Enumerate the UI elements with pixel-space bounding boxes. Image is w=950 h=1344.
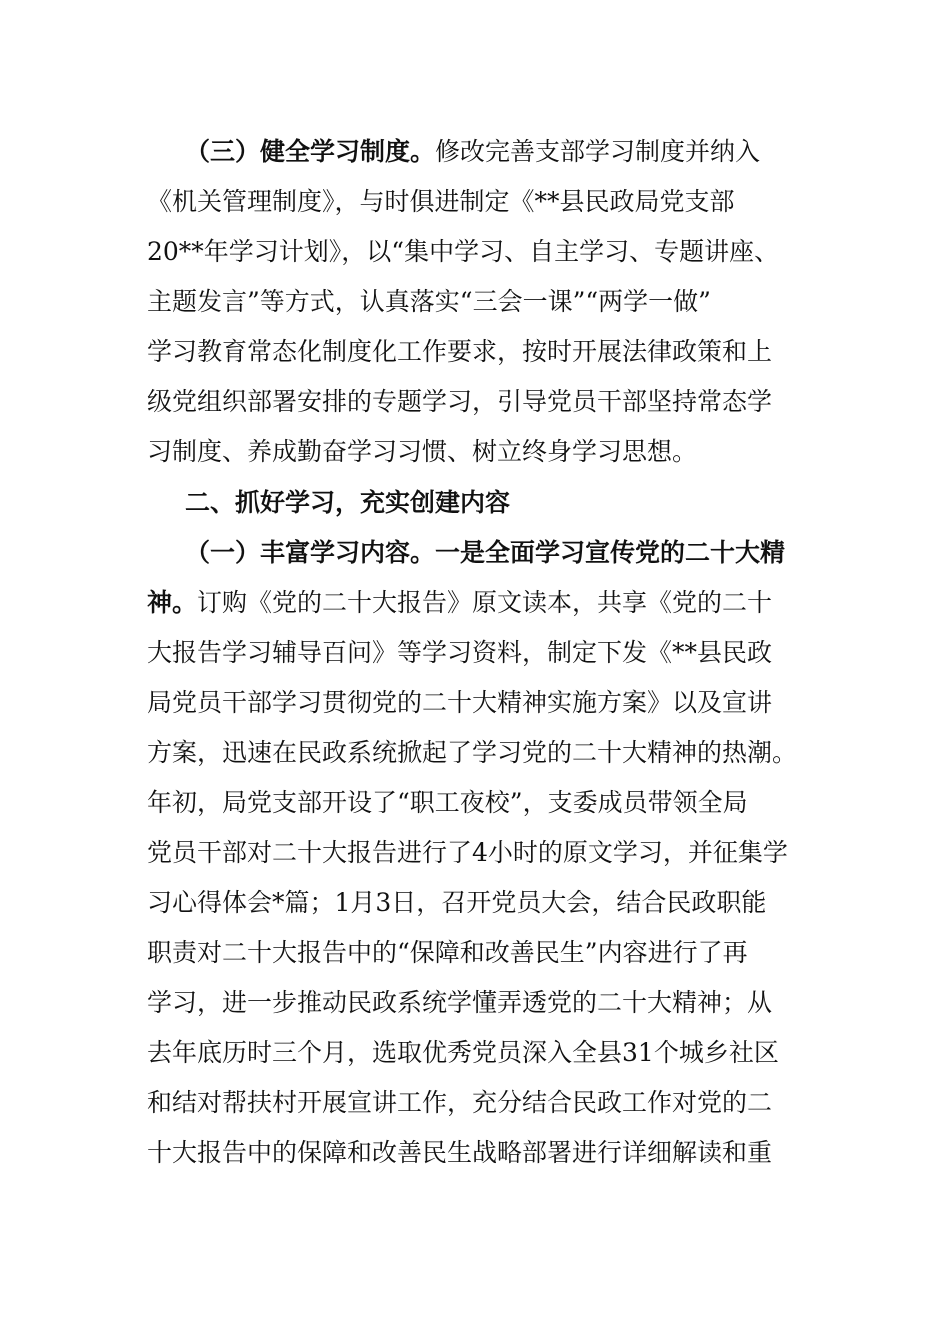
text-line	[147, 327, 817, 377]
body-text: 十大报告中的保障和改善民生战略部署进行详细解读和重	[147, 1138, 773, 1167]
body-text: 大报告学习辅导百问》等学习资料，制定下发《**县民政	[147, 638, 773, 667]
text-line	[147, 828, 817, 878]
section-heading	[185, 478, 855, 528]
text-line	[147, 1128, 817, 1178]
heading-text: 二、抓好学习，充实创建内容	[185, 488, 511, 517]
body-text: 局党员干部学习贯彻党的二十大精神实施方案》以及宣讲	[147, 688, 773, 717]
body-text: 学习教育常态化制度化工作要求，按时开展法律政策和上	[147, 337, 773, 366]
text-line	[147, 277, 817, 327]
text-line	[147, 578, 817, 628]
body-text: 方案，迅速在民政系统掀起了学习党的二十大精神的热潮。	[147, 738, 798, 767]
text-line	[147, 728, 817, 778]
heading-text: 神。	[147, 588, 198, 617]
text-line	[147, 878, 817, 928]
body-text: 年初，局党支部开设了“职工夜校”，支委成员带领全局	[147, 788, 748, 817]
body-text: 《机关管理制度》，与时俱进制定《**县民政局党支部	[147, 187, 735, 216]
text-line	[147, 778, 817, 828]
text-line	[147, 227, 817, 277]
text-line	[147, 978, 817, 1028]
text-line	[185, 127, 855, 177]
text-line	[185, 528, 855, 578]
body-text: 20**年学习计划》，以“集中学习、自主学习、专题讲座、	[147, 237, 780, 266]
body-text: 习心得体会*篇；1月3日，召开党员大会，结合民政职能	[147, 888, 767, 917]
body-text: 职责对二十大报告中的“保障和改善民生”内容进行了再	[147, 938, 748, 967]
body-text: 党员干部对二十大报告进行了4小时的原文学习，并征集学	[147, 838, 788, 867]
text-line	[147, 1078, 817, 1128]
heading-text: （一）丰富学习内容。一是全面学习宣传党的二十大精	[185, 538, 786, 567]
text-line	[147, 928, 817, 978]
body-text: 主题发言”等方式，认真落实“三会一课”“两学一做”	[147, 287, 711, 316]
body-text: 修改完善支部学习制度并纳入	[435, 137, 761, 166]
text-line	[147, 377, 817, 427]
body-text: 级党组织部署安排的专题学习，引导党员干部坚持常态学	[147, 387, 773, 416]
body-text: 习制度、养成勤奋学习习惯、树立终身学习思想。	[147, 437, 698, 466]
text-line	[147, 427, 817, 477]
text-line	[147, 1028, 817, 1078]
body-text: 去年底历时三个月，选取优秀党员深入全县31个城乡社区	[147, 1038, 779, 1067]
body-text: 学习，进一步推动民政系统学懂弄透党的二十大精神；从	[147, 988, 773, 1017]
text-line	[147, 678, 817, 728]
text-line	[147, 177, 817, 227]
body-text: 和结对帮扶村开展宣讲工作，充分结合民政工作对党的二	[147, 1088, 773, 1117]
body-text: 订购《党的二十大报告》原文读本，共享《党的二十	[197, 588, 773, 617]
heading-text: （三）健全学习制度。	[185, 137, 436, 166]
text-line	[147, 628, 817, 678]
